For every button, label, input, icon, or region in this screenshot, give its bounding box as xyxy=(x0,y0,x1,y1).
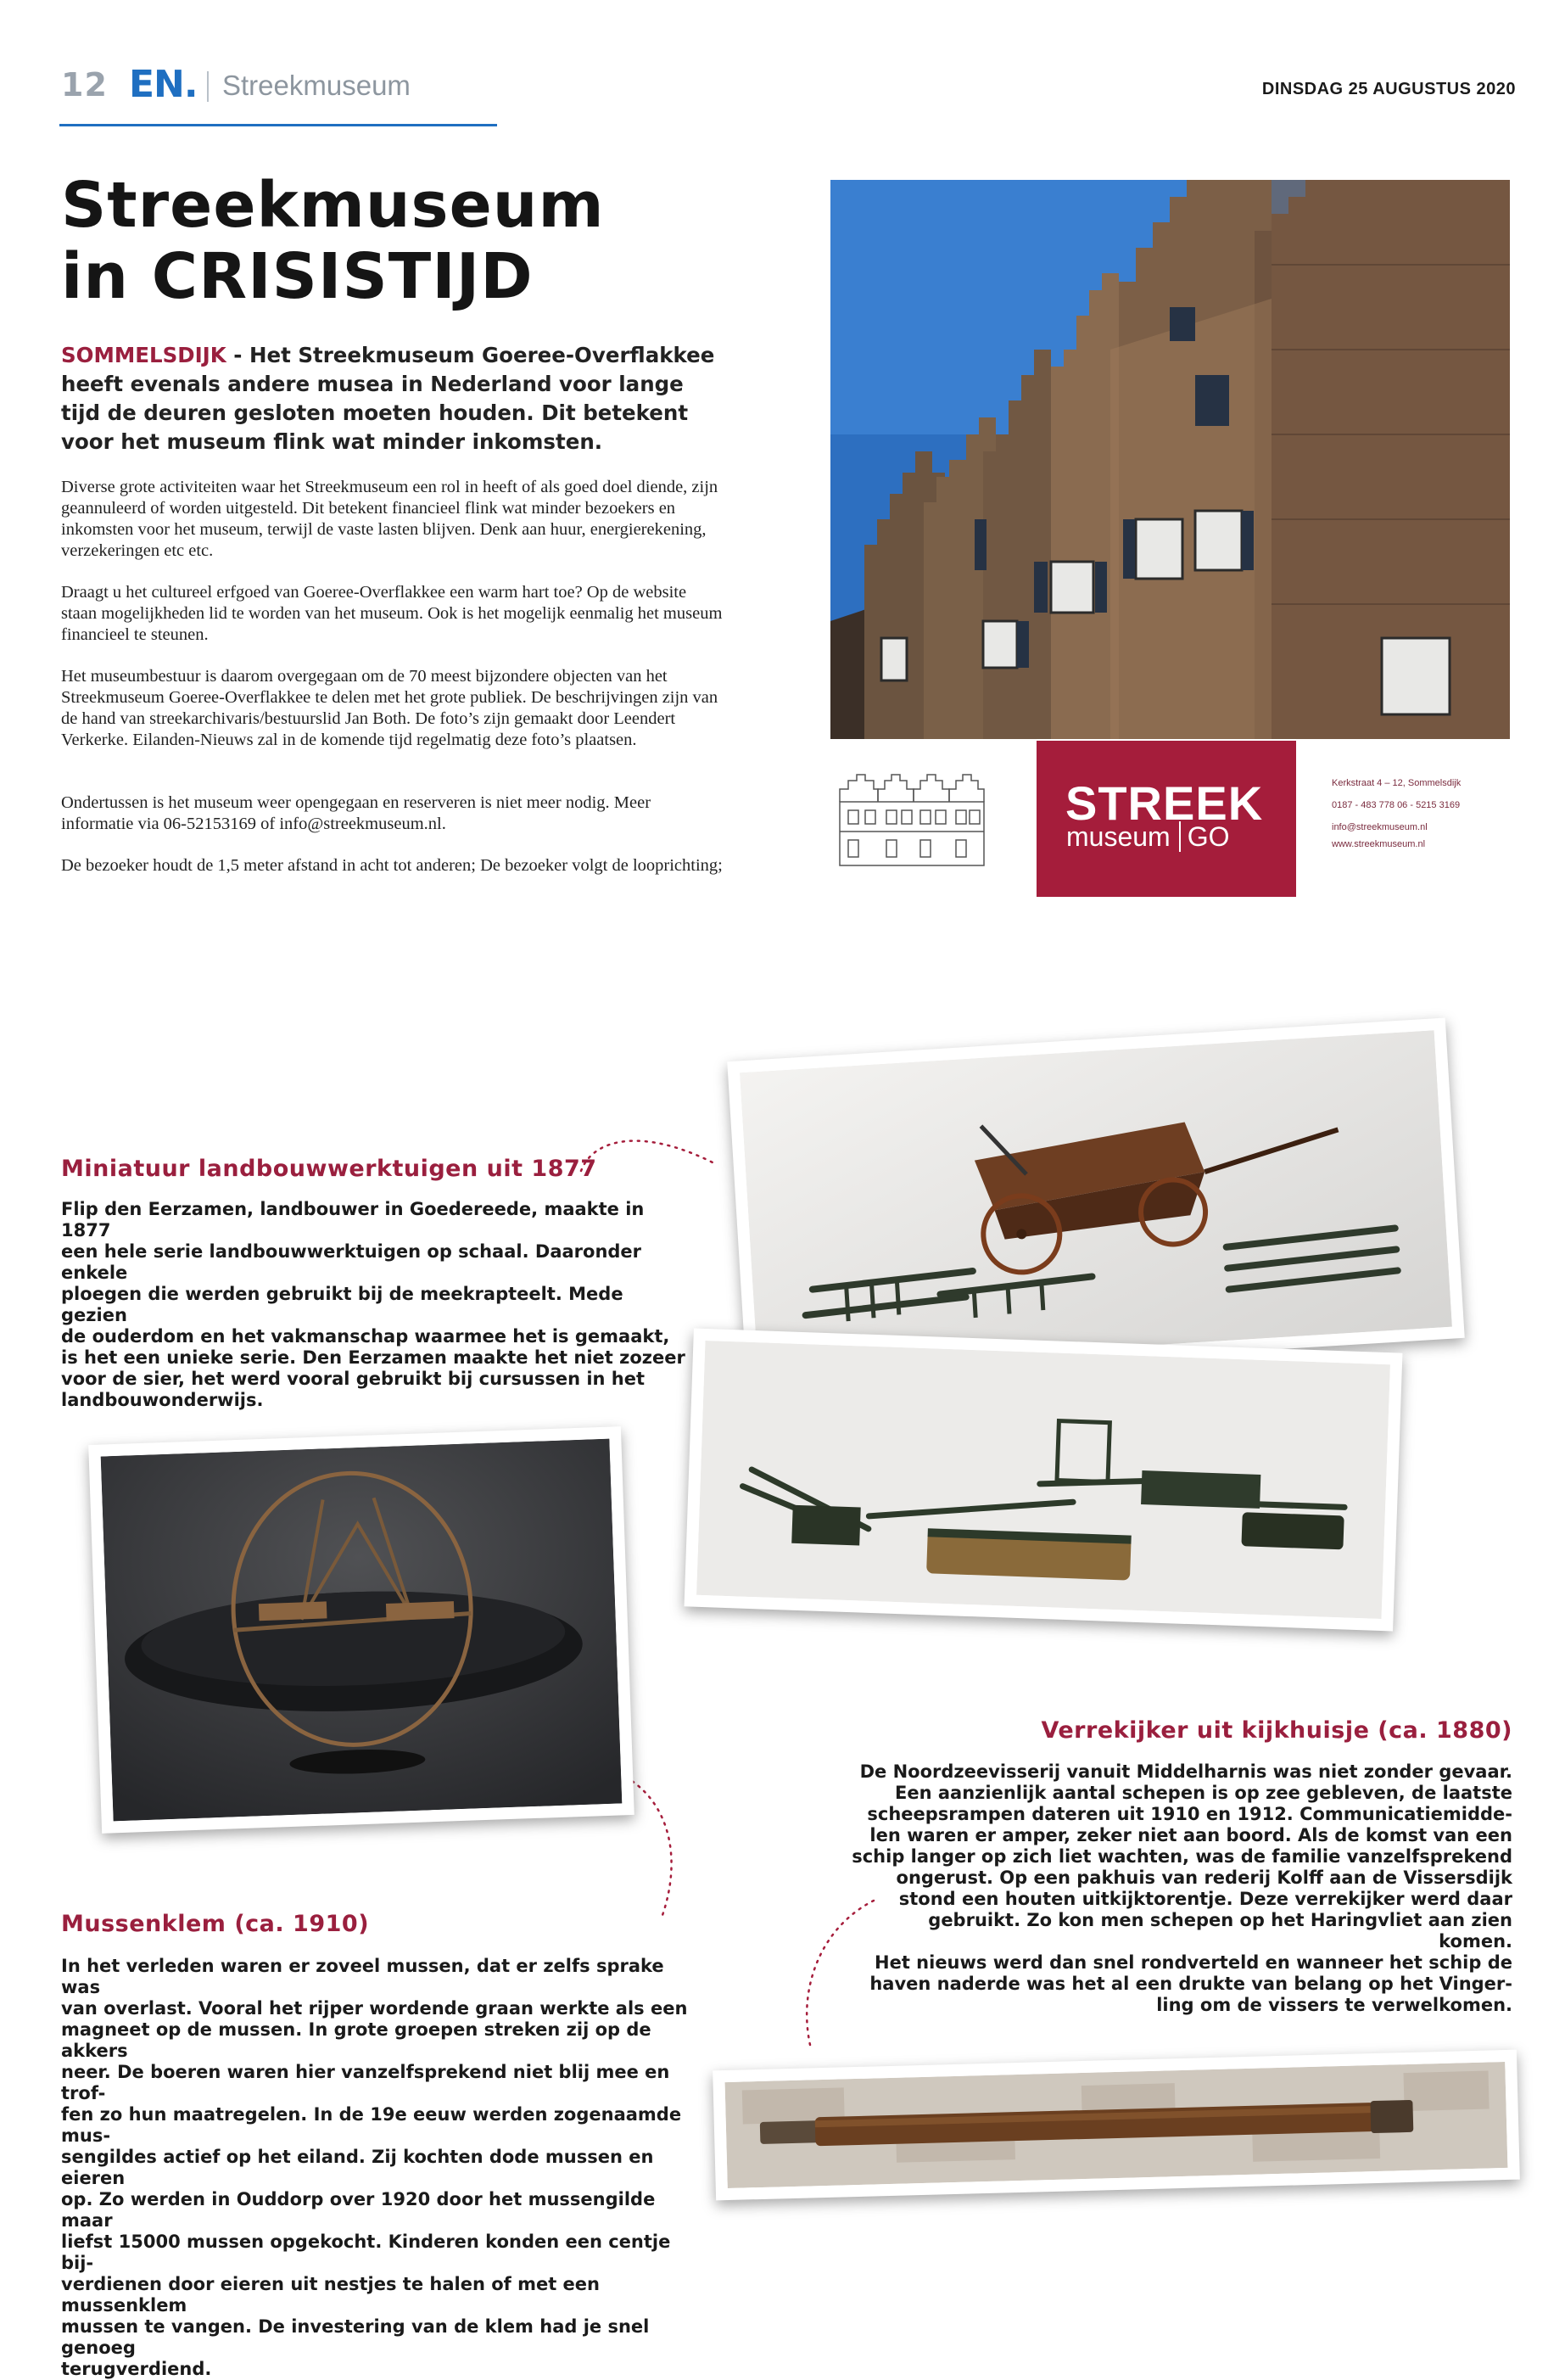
body-paragraph: Draagt u het cultureel erfgoed van Goeree-Overflakkee een warm hart toe? Op de website staan mogelijkheden lid te worden van het museum. Ook is het mogelijk eenmalig het museum financieel te steunen. xyxy=(61,583,723,644)
photo-telescope xyxy=(713,2050,1520,2201)
title-line-2: in CRISISTIJD xyxy=(61,240,534,313)
connector-dots-1 xyxy=(577,1120,721,1179)
caption-line: gebruikt. Zo kon men schepen op het Haringvliet aan zien komen. xyxy=(928,1910,1512,1952)
caption-line: Flip den Eerzamen, landbouwer in Goedereede, maakte in 1877 xyxy=(61,1199,645,1240)
body-paragraph: Het museumbestuur is daarom overgegaan om de 70 meest bijzondere objecten van het Streekmuseum Goeree-Overflakkee te delen met het grote publiek. De beschrijvingen zijn van de hand van streekarchivaris/bestuurslid Jan Both. De foto’s zijn gemaakt door Leendert Verkerke. Eilanden-Nieuws zal in de komende tijd regelmatig deze foto’s plaatsen. xyxy=(61,667,718,749)
contact-phone: 0187 - 483 778 06 - 5215 3169 xyxy=(1332,800,1461,810)
body-paragraph: Diverse grote activiteiten waar het Streekmuseum een rol in heeft of als goed doel diende, zijn geannuleerd of worden uitgesteld. Dit betekent financieel flink wat minder bezoekers en inkomsten voor het museum, terwijl de vaste lasten blijven. Denk aan huur, energierekening, verzekeringen etc etc. xyxy=(61,478,718,560)
caption-line: verdienen door eieren uit nestjes te halen of met een mussenklem xyxy=(61,2274,600,2316)
logo-streek: STREEK xyxy=(1065,776,1264,830)
contact-address: Kerkstraat 4 – 12, Sommelsdijk xyxy=(1332,778,1462,788)
photo-miniature-ploughs xyxy=(685,1329,1403,1632)
logo-museum: museum xyxy=(1066,821,1171,852)
museum-building-photo xyxy=(830,180,1510,739)
issue-date: DINSDAG 25 AUGUSTUS 2020 xyxy=(1261,80,1516,98)
page-number: 12 xyxy=(61,66,108,104)
caption-line: Een aanzienlijk aantal schepen is op zee gebleven, de laatste xyxy=(895,1783,1512,1803)
caption-text-trap xyxy=(61,1956,706,2380)
caption-line: Het nieuws werd dan snel rondverteld en wanneer het schip de xyxy=(875,1952,1512,1973)
header-divider xyxy=(207,71,209,102)
caption-line: stond een houten uitkijktorentje. Deze verrekijker werd daar xyxy=(898,1889,1512,1909)
caption-line: terugverdiend. xyxy=(61,2359,212,2379)
contact-website[interactable]: www.streekmuseum.nl xyxy=(1332,839,1426,849)
caption-line: de ouderdom en het vakmanschap waarmee het is gemaakt, xyxy=(61,1326,670,1347)
caption-line: ling om de vissers te verwelkomen. xyxy=(1156,1995,1512,2015)
caption-line: sengildes actief op het eiland. Zij kochten dode mussen en eieren xyxy=(61,2147,654,2188)
caption-line: neer. De boeren waren hier vanzelfsprekend niet blij mee en trof- xyxy=(61,2062,670,2103)
caption-line: op. Zo werden in Ouddorp over 1920 door het mussengilde maar xyxy=(61,2189,656,2231)
section-label[interactable]: Streekmuseum xyxy=(222,70,411,101)
contact-email[interactable]: info@streekmuseum.nl xyxy=(1332,822,1428,832)
logo-go: GO xyxy=(1179,821,1230,852)
caption-line: schip langer op zich liet wachten, was de familie vanzelfsprekend xyxy=(852,1846,1512,1867)
caption-text-tools xyxy=(61,1199,689,1411)
caption-line: is het een unieke serie. Den Eerzamen maakte het niet zozeer xyxy=(61,1347,685,1368)
body-paragraph: Ondertussen is het museum weer opengegaan en reserveren is niet meer nodig. Meer informatie via 06-52153169 of info@streekmuseum.nl. xyxy=(61,793,651,833)
caption-line: ongerust. Op een pakhuis van rederij Kolff aan de Vissersdijk xyxy=(896,1868,1512,1888)
caption-line: liefst 15000 mussen opgekocht. Kinderen konden een centje bij- xyxy=(61,2232,671,2273)
lede-text: - Het Streekmuseum Goeree-Overflakkee heeft evenals andere musea in Nederland voor lange tijd de deuren gesloten moeten houden. Dit betekent voor het museum flink wat minder inkomsten. xyxy=(61,343,715,454)
caption-line: len waren er amper, zeker niet aan boord. Als de komst van een xyxy=(869,1825,1512,1845)
caption-line: mussen te vangen. De investering van de klem had je snel genoeg xyxy=(61,2316,650,2358)
caption-line: van overlast. Vooral het rijper wordende graan werkte als een xyxy=(61,1998,688,2019)
header-rule xyxy=(59,124,497,126)
body-paragraph: De bezoeker houdt de 1,5 meter afstand in acht tot anderen; De bezoeker volgt de looprichting; xyxy=(61,856,723,875)
caption-line: voor de sier, het werd vooral gebruikt bij cursussen in het xyxy=(61,1369,646,1389)
caption-line: De Noordzeevisserij vanuit Middelharnis was niet zonder gevaar. xyxy=(859,1761,1512,1782)
caption-line: In het verleden waren er zoveel mussen, dat er zelfs sprake was xyxy=(61,1956,664,1997)
caption-line: ploegen die werden gebruikt bij de meekrapteelt. Mede gezien xyxy=(61,1284,623,1325)
caption-heading-tools: Miniatuur landbouwwerktuigen uit 1877 xyxy=(61,1156,597,1182)
caption-line: scheepsrampen dateren uit 1910 en 1912. Communicatiemidde- xyxy=(867,1804,1512,1824)
article-lede xyxy=(61,341,723,456)
photo-miniature-wagon xyxy=(727,1017,1464,1381)
photo-sparrow-trap xyxy=(88,1426,634,1834)
caption-heading-trap: Mussenklem (ca. 1910) xyxy=(61,1911,370,1937)
caption-line: een hele serie landbouwwerktuigen op schaal. Daaronder enkele xyxy=(61,1241,642,1283)
article-title xyxy=(61,170,605,312)
title-line-1: Streekmuseum xyxy=(61,169,605,242)
logo-museum-go xyxy=(1066,821,1229,853)
caption-text-telescope xyxy=(851,1761,1512,2016)
building-sketch-icon xyxy=(836,768,988,870)
caption-line: magneet op de mussen. In grote groepen streken zij op de akkers xyxy=(61,2019,651,2061)
caption-heading-telescope: Verrekijker uit kijkhuisje (ca. 1880) xyxy=(1041,1717,1512,1744)
caption-line: haven naderde was het al een drukte van belang op het Vinger- xyxy=(869,1974,1512,1994)
caption-line: fen zo hun maatregelen. In de 19e eeuw werden zogenaamde mus- xyxy=(61,2104,682,2146)
brand-logo[interactable]: EN. xyxy=(129,63,198,106)
caption-line: landbouwonderwijs. xyxy=(61,1390,264,1410)
dateline-place: SOMMELSDIJK xyxy=(61,343,226,367)
